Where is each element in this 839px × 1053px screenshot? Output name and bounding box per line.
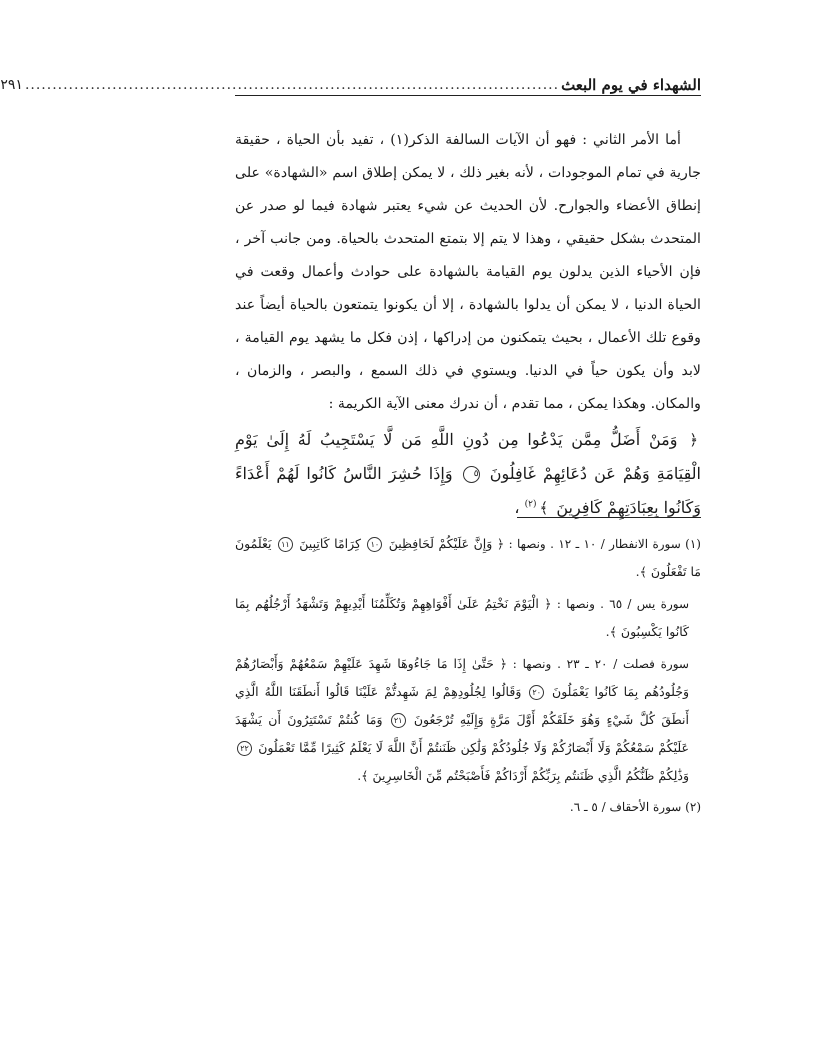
ayah-number-marker: ١١: [278, 537, 293, 552]
footnote-1-fussilat-quote-4: وَذَٰلِكُمْ ظَنُّكُمُ الَّذِي ظَنَنتُم بِرَبِّكُمْ أَرْدَاكُمْ فَأَصْبَحْتُم مِّنَ الْخَاسِرِينَ ﴾.: [357, 768, 689, 783]
header-rule: [235, 95, 701, 96]
footnote-1-yasin-quote: ﴿ الْيَوْمَ نَخْتِمُ عَلَىٰ أَفْوَاهِهِمْ وَتُكَلِّمُنَا أَيْدِيهِمْ وَتَشْهَدُ أَرْجُلُهُم بِمَا كَانُوا يَكْسِبُونَ ﴾.: [235, 596, 689, 639]
footnote-1-fussilat-quote-2: وَقَالُوا لِجُلُودِهِمْ لِمَ شَهِدتُّمْ عَلَيْنَا قَالُوا أَنطَقَنَا اللَّهُ الَّذِي أَنطَقَ كُلَّ شَيْءٍ وَهُوَ خَلَقَكُمْ أَوَّلَ مَرَّةٍ وَإِلَيْهِ تُرْجَعُونَ: [235, 684, 689, 727]
footnote-separator: [517, 517, 701, 518]
footnote-2-ahqaf: (٢) سورة الأحقاف / ٥ ـ ٦.: [569, 800, 701, 814]
footnote-1-yasin-source: سورة يس / ٦٥ . ونصها :: [556, 597, 689, 611]
ayah-number-marker: ٢٠: [529, 685, 544, 700]
verse-close-bracket: ﴾: [539, 499, 549, 517]
verse-open-bracket: ﴿: [689, 431, 698, 449]
footnote-1-quote-3: يَعْلَمُونَ مَا تَفْعَلُونَ ﴾.: [235, 536, 701, 579]
header-leader-dots: ..................................................................................................: [24, 77, 560, 93]
footnote-1-infitar: [235, 530, 701, 586]
footnote-ref-2: (٢): [524, 499, 537, 510]
verse-text-part1: وَمَنْ أَضَلُّ مِمَّن يَدْعُوا مِن دُونِ اللَّهِ مَن لَّا يَسْتَجِيبُ لَهُ إِلَىٰ يَوْمِ الْقِيَامَةِ وَهُمْ عَن دُعَائِهِمْ غَافِلُونَ: [235, 430, 702, 483]
ayah-number-marker: ١٠: [367, 537, 382, 552]
header-book-title: الشهداء في يوم البعث: [561, 76, 701, 94]
ayah-number-marker: ٥: [463, 466, 480, 483]
footnote-1-source: (١) سورة الانفطار / ١٠ ـ ١٢ . ونصها :: [508, 537, 701, 551]
ayah-number-marker: ٢٢: [237, 741, 252, 756]
main-text: [235, 124, 701, 525]
quran-verse: [235, 423, 701, 525]
verse-tail: ،: [514, 498, 525, 517]
footnote-1-quote-2: كِرَامًا كَاتِبِينَ: [299, 536, 361, 551]
footnote-1-fussilat-source: سورة فصلت / ٢٠ ـ ٢٣ . ونصها :: [512, 657, 689, 671]
body-paragraph: أما الأمر الثاني : فهو أن الآيات السالفة الذكر(١) ، تفيد بأن الحياة ، حقيقة جارية في تمام الموجودات ، لأنه بغير ذلك ، لا يمكن إطلاق اسم «الشهادة» على إنطاق الأعضاء والجوارح. لأن الحديث عن شيء يعتبر شهادة فيما لو صدر عن المتحدث بشكل حقيقي ، وهذا لا يتم إلا بتمتع المتحدث بالحياة. ومن جانب آخر ، فإن الأحياء الذين يدلون يوم القيامة بالشهادة على حوادث وأعمال وقعت في الحياة الدنيا ، لا يمكن أن يدلوا بالشهادة ، إلا أن يكونوا يتمتعون بالحياة أيضاً عند وقوع تلك الأعمال ، بحيث يتمكنون من إدراكها ، إذن فكل ما يشهد يوم القيامة ، لابد وأن يكون حياً في الدنيا. ويستوي في ذلك السمع ، والبصر ، والزمان ، والمكان. وهكذا يمكن ، مما تقدم ، أن ندرك معنى الآية الكريمة :: [235, 132, 701, 412]
footnotes: [235, 530, 701, 825]
running-header: [0, 70, 701, 94]
page-number: ٢٩١: [0, 77, 23, 93]
footnote-1-fussilat-quote: ﴿ حَتَّىٰ إِذَا مَا جَاءُوهَا شَهِدَ عَلَيْهِمْ سَمْعُهُمْ وَأَبْصَارُهُمْ وَجُلُودُهُم بِمَا كَانُوا يَعْمَلُونَ: [235, 656, 689, 699]
footnote-1-quote: ﴿ وَإِنَّ عَلَيْكُمْ لَحَافِظِينَ: [388, 536, 505, 551]
verse-text-part2: وَإِذَا حُشِرَ النَّاسُ كَانُوا لَهُمْ أَعْدَاءً وَكَانُوا بِعِبَادَتِهِمْ كَافِرِينَ: [235, 464, 701, 517]
footnote-1-fussilat-quote-3: وَمَا كُنتُمْ تَسْتَتِرُونَ أَن يَشْهَدَ عَلَيْكُمْ سَمْعُكُمْ وَلَا أَبْصَارُكُمْ وَلَا جُلُودُكُمْ وَلَٰكِن ظَنَنتُمْ أَنَّ اللَّهَ لَا يَعْلَمُ كَثِيرًا مِّمَّا تَعْمَلُونَ: [235, 712, 689, 755]
footnote-1-fussilat: [235, 650, 701, 790]
footnote-1-yasin: [235, 590, 701, 646]
ayah-number-marker: ٢١: [391, 713, 406, 728]
